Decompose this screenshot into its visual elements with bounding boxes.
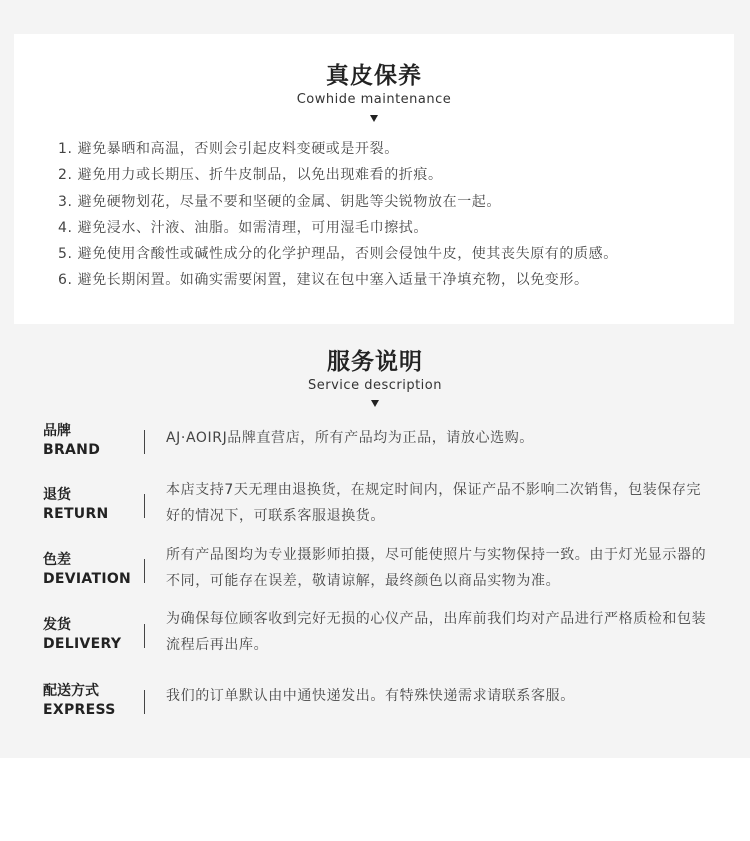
care-title: 真皮保养	[326, 63, 422, 89]
care-item: 4. 避免浸水、汁液、油脂。如需清理，可用湿毛巾擦拭。	[58, 219, 429, 236]
care-card	[14, 34, 734, 324]
service-description: 我们的订单默认由中通快递发出。有特殊快递需求请联系客服。	[166, 688, 575, 704]
row-divider	[144, 494, 145, 518]
service-subtitle: Service description	[308, 378, 442, 393]
row-divider	[144, 690, 145, 714]
triangle-down-icon	[371, 400, 379, 407]
service-label-cn: 色差	[43, 552, 71, 568]
care-item: 6. 避免长期闲置。如确实需要闲置，建议在包中塞入适量干净填充物，以免变形。	[58, 272, 589, 289]
triangle-down-icon	[370, 115, 378, 122]
service-description: AJ·AOIRJ品牌直营店，所有产品均为正品，请放心选购。	[166, 430, 534, 446]
care-item: 5. 避免使用含酸性或碱性成分的化学护理品，否则会侵蚀牛皮，使其丧失原有的质感。	[58, 246, 618, 263]
service-label-en: EXPRESS	[43, 702, 116, 718]
service-label-cn: 退货	[43, 487, 71, 503]
service-description: 所有产品图均为专业摄影师拍摄，尽可能使照片与实物保持一致。由于灯光显示器的不同，可能存在误差，敬请谅解，最终颜色以商品实物为准。	[166, 547, 707, 589]
service-row-express	[0, 682, 750, 732]
service-row-delivery	[0, 611, 750, 666]
service-label-en: RETURN	[43, 506, 109, 522]
care-item: 2. 避免用力或长期压、折牛皮制品，以免出现难看的折痕。	[58, 167, 443, 184]
care-item: 1. 避免暴晒和高温，否则会引起皮料变硬或是开裂。	[58, 141, 399, 157]
service-label-cn: 品牌	[43, 423, 71, 439]
service-label-en: DEVIATION	[43, 571, 132, 587]
service-row-brand	[0, 422, 750, 472]
service-label-en: BRAND	[43, 442, 101, 458]
service-row-return	[0, 482, 750, 536]
service-description: 本店支持7天无理由退换货，在规定时间内，保证产品不影响二次销售，包装保存完好的情况下，可联系客服退换货。	[166, 482, 702, 524]
care-subtitle: Cowhide maintenance	[296, 92, 452, 107]
service-description: 为确保每位顾客收到完好无损的心仪产品，出库前我们均对产品进行严格质检和包装流程后再出库。	[166, 611, 707, 653]
care-item: 3. 避免硬物划花，尽量不要和坚硬的金属、钥匙等尖锐物放在一起。	[58, 193, 502, 210]
row-divider	[144, 624, 145, 648]
care-list	[58, 136, 618, 294]
service-label-en: DELIVERY	[43, 636, 122, 652]
service-title: 服务说明	[327, 349, 423, 375]
row-divider	[144, 559, 145, 583]
service-row-deviation	[0, 547, 750, 601]
row-divider	[144, 430, 145, 454]
service-label-cn: 配送方式	[43, 683, 99, 699]
service-label-cn: 发货	[43, 617, 71, 633]
